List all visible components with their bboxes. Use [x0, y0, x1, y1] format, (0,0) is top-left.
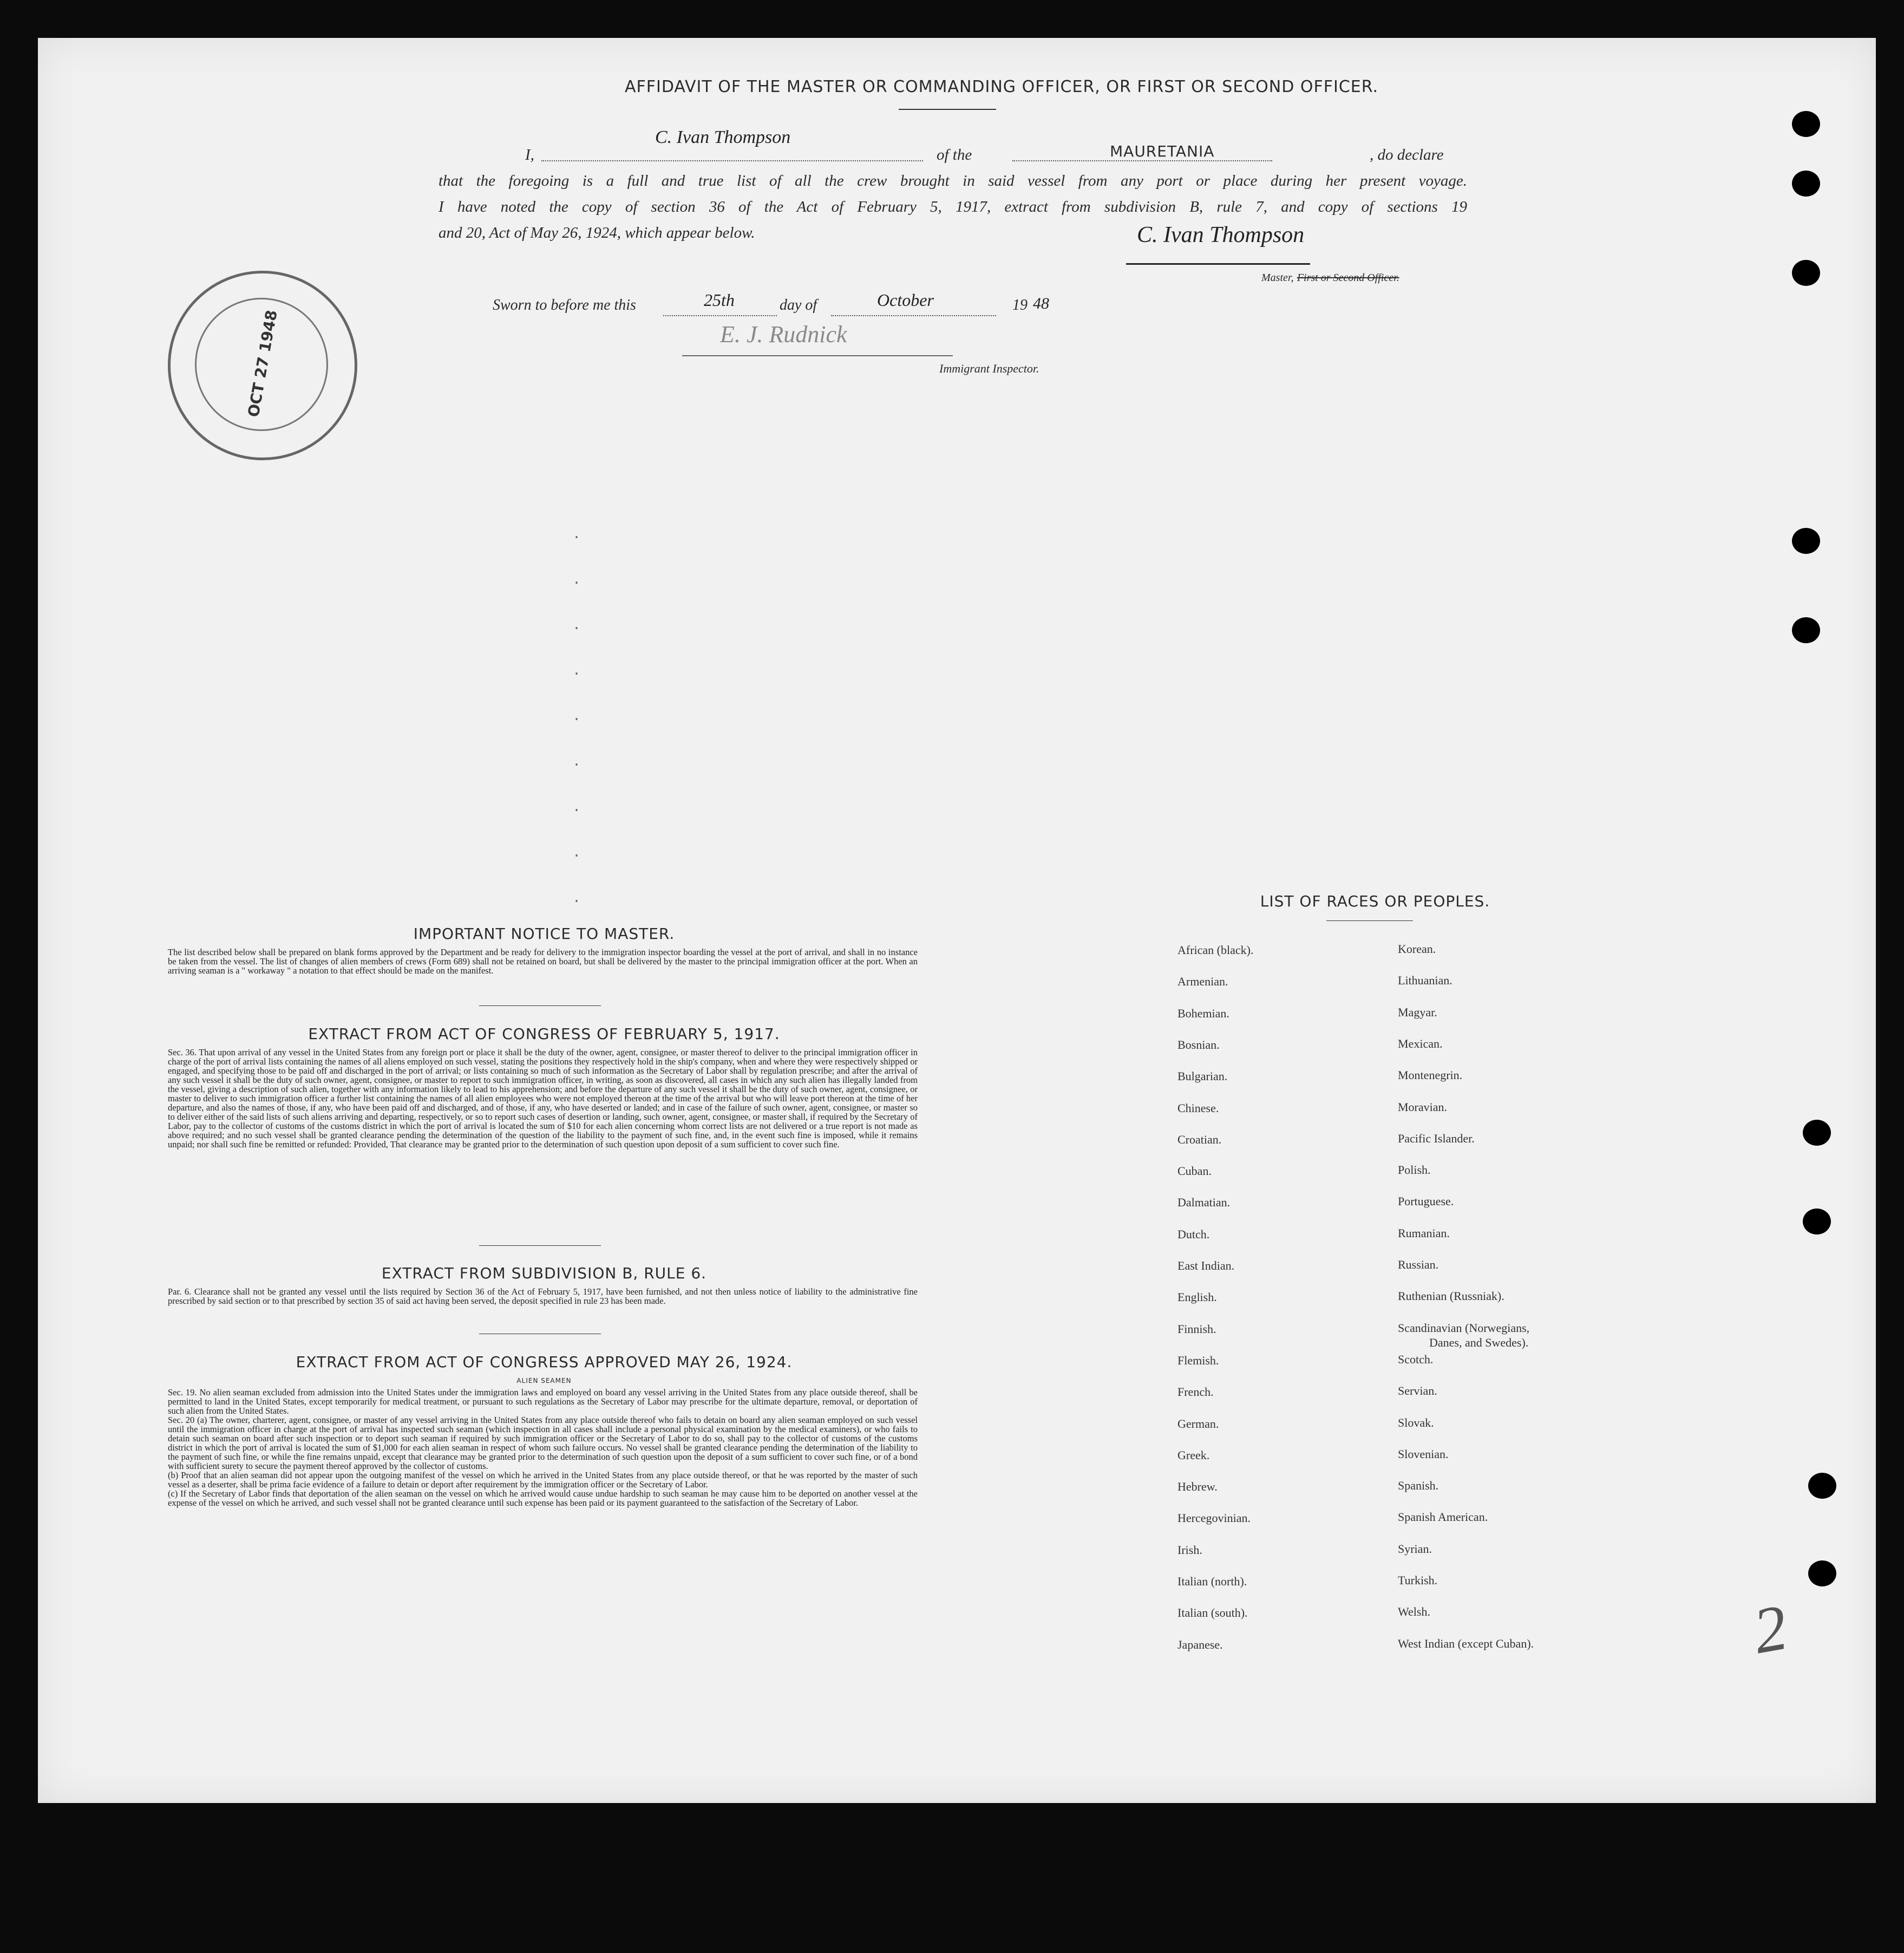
race-item: East Indian.: [1177, 1259, 1235, 1272]
year-prefix: 19: [1012, 297, 1028, 313]
race-item: West Indian (except Cuban).: [1398, 1636, 1534, 1650]
sworn-month: October: [877, 290, 934, 310]
notice-divider: [479, 1005, 601, 1006]
race-item: Chinese.: [1177, 1101, 1219, 1115]
race-item: Irish.: [1177, 1543, 1202, 1557]
race-item: Syrian.: [1398, 1542, 1432, 1556]
race-item: Dalmatian.: [1177, 1196, 1231, 1210]
race-item: German.: [1177, 1416, 1219, 1431]
race-item: Finnish.: [1177, 1322, 1216, 1336]
race-item: Montenegrin.: [1398, 1068, 1463, 1082]
race-item: English.: [1177, 1290, 1217, 1304]
race-item: Scandinavian (Norwegians,: [1398, 1321, 1530, 1335]
sec19-text: Sec. 19. No alien seaman excluded from admission into the United States under the immigration laws and employed on board any vessel arriving in the United States from any place outside thereof, shall be permitted to land in the United States, except temporarily for medical treatment, or pursuant to such regulations as the Secretary of Labor may prescribe for the ultimate departure, removal, or deportation of such alien from the United States.: [168, 1387, 918, 1416]
vessel-name: MAURETANIA: [1110, 142, 1215, 160]
race-item: Russian.: [1398, 1258, 1439, 1271]
sec20b-text: (b) Proof that an alien seaman did not appear upon the outgoing manifest of the vessel on which he arrived in the United States from any place outside thereof, or that he was reported by the master of such vessel as a deserter, shall be prima facie evidence of a failure to detain or deport after requirement by the immigration officer or the Secretary of Labor.: [168, 1470, 918, 1490]
race-item: Hercegovinian.: [1177, 1511, 1251, 1525]
race-item: Armenian.: [1177, 975, 1228, 989]
race-item: Korean.: [1398, 942, 1436, 956]
race-item: African (black).: [1177, 943, 1254, 957]
race-item: Bosnian.: [1177, 1037, 1220, 1051]
subdivision-title: EXTRACT FROM SUBDIVISION B, RULE 6.: [381, 1264, 707, 1282]
sworn-prefix: Sworn to before me this: [493, 297, 636, 313]
race-item: Turkish.: [1398, 1573, 1438, 1587]
margin-handwritten-number: 2: [1748, 1590, 1793, 1668]
race-item: Bohemian.: [1177, 1006, 1229, 1020]
race-item: Polish.: [1398, 1163, 1431, 1177]
month-line: [831, 315, 996, 316]
of-the-label: of the: [937, 146, 972, 164]
name-line: [541, 160, 923, 161]
race-item: Bulgarian.: [1177, 1069, 1228, 1083]
title-underline: [899, 109, 996, 110]
sec20a-text: Sec. 20 (a) The owner, charterer, agent, consignee, or master of any vessel arriving in the United States from any place outside thereof who fails to detain on board any alien seaman employed on such vessel until the immigration officer in charge at the port of arrival has inspected such seaman (which inspection in all cases shall include a personal physical examination by the medical examiners), or who fails to detain such seaman on board after such inspection or to deport such seaman if required by such immigration officer or the Secretary of Labor to do so, shall pay to the collector of customs of the customs district in which the port of arrival is located the sum of $1,000 for each alien seaman in respect of whom such failure occurs. No vessel shall be granted clearance pending the determination of the liability to the payment of such fine, or while the fine remains unpaid, except that clearance may be granted prior to the determination of such question upon the deposit of a sum sufficient to cover such fine, or of a bond with sufficient surety to secure the payment thereof approved by the collector of customs.: [168, 1415, 918, 1471]
race-item: Magyar.: [1398, 1005, 1437, 1019]
master-signature: C. Ivan Thompson: [1137, 223, 1305, 247]
race-item: Pacific Islander.: [1398, 1131, 1475, 1145]
race-item: Italian (north).: [1177, 1575, 1247, 1588]
race-item: Flemish.: [1177, 1353, 1219, 1367]
inspection-stamp: [168, 271, 357, 460]
extract-1924-title: EXTRACT FROM ACT OF CONGRESS APPROVED MAY 26, 1924.: [296, 1353, 793, 1371]
race-item: French.: [1177, 1385, 1214, 1399]
race-item: Croatian.: [1177, 1132, 1222, 1146]
race-continuation: Danes, and Swedes).: [1429, 1336, 1529, 1349]
race-item: Moravian.: [1398, 1100, 1448, 1114]
race-item: Lithuanian.: [1398, 974, 1452, 988]
race-item: Portuguese.: [1398, 1194, 1454, 1209]
race-item: Italian (south).: [1177, 1606, 1248, 1620]
race-item: Dutch.: [1177, 1227, 1210, 1241]
day-of-label: day of: [780, 297, 817, 313]
alien-seamen-subtitle: ALIEN SEAMEN: [516, 1377, 572, 1384]
stamp-date: OCT 27 1948: [244, 309, 281, 419]
signature-line: [1126, 263, 1310, 265]
race-item: Greek.: [1177, 1448, 1210, 1462]
race-item: Japanese.: [1177, 1637, 1223, 1651]
punch-hole: [1792, 260, 1820, 286]
race-item: Scotch.: [1398, 1352, 1434, 1366]
punch-hole: [1792, 111, 1820, 137]
punch-hole: [1803, 1209, 1831, 1234]
races-title: LIST OF RACES OR PEOPLES.: [1260, 892, 1490, 910]
punch-hole: [1803, 1120, 1831, 1146]
subdivision-body: Par. 6. Clearance shall not be granted any vessel until the lists required by Section 36 of the Act of February 5, 1917, have been furnished, and not then unless notice of liability to the administrative fine prescribed by said section or to that prescribed by section 35 of said act having been served, the deposit specified in rule 23 has been made.: [168, 1286, 918, 1306]
race-item: Mexican.: [1398, 1036, 1443, 1050]
notice-title: IMPORTANT NOTICE TO MASTER.: [413, 925, 675, 943]
race-item: Cuban.: [1177, 1164, 1212, 1178]
declaration-block: [439, 127, 1467, 246]
declaration-line-4: and 20, Act of May 26, 1924, which appear below.: [439, 224, 755, 241]
declaration-line-3: I have noted the copy of section 36 of the Act of February 5, 1917, extract from subdivision B, rule 7, and copy of sections 19: [439, 198, 1467, 215]
affidavit-title: AFFIDAVIT OF THE MASTER OR COMMANDING OFFICER, OR FIRST OR SECOND OFFICER.: [624, 77, 1379, 96]
sworn-year: 48: [1033, 295, 1049, 312]
sworn-day: 25th: [704, 290, 735, 310]
i-label: I,: [525, 146, 534, 164]
punch-hole: [1792, 171, 1820, 197]
sec20c-text: (c) If the Secretary of Labor finds that deportation of the alien seaman on the vessel on which he arrived would cause undue hardship to such seaman he may cause him to be deported on another vessel at the expense of the vessel on which he arrived, and such vessel shall not be granted clearance until such expense has been paid or its payment guaranteed to the satisfaction of the Secretary of Labor.: [168, 1488, 918, 1508]
race-item: Welsh.: [1398, 1605, 1430, 1619]
punch-hole: [1792, 617, 1820, 643]
center-dotted-rule: [575, 536, 578, 910]
extract-1917-divider: [479, 1245, 601, 1246]
immigrant-inspector-label: Immigrant Inspector.: [939, 362, 1039, 375]
race-item: Spanish American.: [1398, 1510, 1488, 1524]
declaration-line-2: that the foregoing is a full and true list of all the crew brought in said vessel from any port or place during her present voyage.: [439, 172, 1467, 190]
extract-1917-title: EXTRACT FROM ACT OF CONGRESS OF FEBRUARY 5, 1917.: [308, 1025, 780, 1043]
inspector-line: [682, 355, 953, 356]
race-item: Spanish.: [1398, 1479, 1439, 1493]
struck-officer-label: First or Second Officer.: [1297, 272, 1399, 284]
master-name-handwritten: C. Ivan Thompson: [655, 127, 791, 147]
race-item: Hebrew.: [1177, 1480, 1218, 1494]
extract-1924-body: [168, 1388, 918, 1507]
race-item: Slovak.: [1398, 1415, 1434, 1429]
punch-hole: [1792, 528, 1820, 554]
day-line: [663, 315, 777, 316]
race-item: Slovenian.: [1398, 1447, 1449, 1461]
notice-body: The list described below shall be prepared on blank forms approved by the Department and be ready for delivery to the immigration inspector boarding the vessel at the port of arrival, and shall in no instance be taken from the vessel. The list of changes of alien members of crews (Form 689) shall not be retained on board, but shall be delivered by the master to the principal immigration officer at the port. When an arriving seaman is a " workaway " a notation to that effect should be made on the manifest.: [168, 947, 918, 976]
race-item: Ruthenian (Russniak).: [1398, 1289, 1504, 1303]
do-declare-label: , do declare: [1370, 146, 1444, 164]
race-item: Rumanian.: [1398, 1226, 1450, 1240]
signature-title: [1261, 271, 1399, 284]
punch-hole: [1808, 1560, 1836, 1586]
master-label: Master,: [1261, 272, 1294, 284]
inspector-signature: E. J. Rudnick: [720, 321, 847, 348]
race-item: Servian.: [1398, 1384, 1437, 1398]
vessel-line: [1012, 160, 1272, 161]
punch-hole: [1808, 1473, 1836, 1499]
races-title-underline: [1326, 920, 1413, 921]
extract-1917-body: Sec. 36. That upon arrival of any vessel in the United States from any foreign port or place it shall be the duty of the owner, agent, consignee, or master thereof to deliver to the principal immigration officer in charge of the port of arrival lists containing the names of all aliens employed on such vessel, stating the positions they respectively hold in the ship's company, when and where they were respectively shipped or engaged, and specifying those to be paid off and discharged in the port of arrival; or lists containing so much of such information as the Secretary of Labor shall by regulation prescribe; and after the arrival of any such vessel it shall be the duty of such owner, agent, consignee, or master to report to such immigration officer, in writing, as soon as discovered, all cases in which any such alien has illegally landed from the vessel, giving a description of such alien, together with any information likely to lead to his apprehension; and before the departure of any such vessel it shall be the duty of such owner, agent, consignee, or master to deliver to such immigration officer a further list containing the names of all alien employees who were not employed thereon at the time of the arrival but who will leave port thereon at the time of her departure, and also the names of those, if any, who have been paid off and discharged, and of those, if any, who have deserted or landed; and in case of the failure of such owner, agent, consignee, or master so to deliver either of the said lists of such aliens arriving and departing, respectively, or so to report such cases of desertion or landing, such owner, agent, consignee, or master shall, if required by the Secretary of Labor, pay to the collector of customs of the customs district in which the port of arrival is located the sum of $10 for each alien concerning whom correct lists are not delivered or a true report is not made as above required; and no such vessel shall be granted clearance pending the determination of the question of the liability to the payment of such fine, and, in the event such fine is imposed, while it remains unpaid; nor shall such fine be remitted or refunded: Provided, That clearance may be granted prior to the determination of such question upon deposit of a sum sufficient to cover such fine.: [168, 1047, 918, 1149]
